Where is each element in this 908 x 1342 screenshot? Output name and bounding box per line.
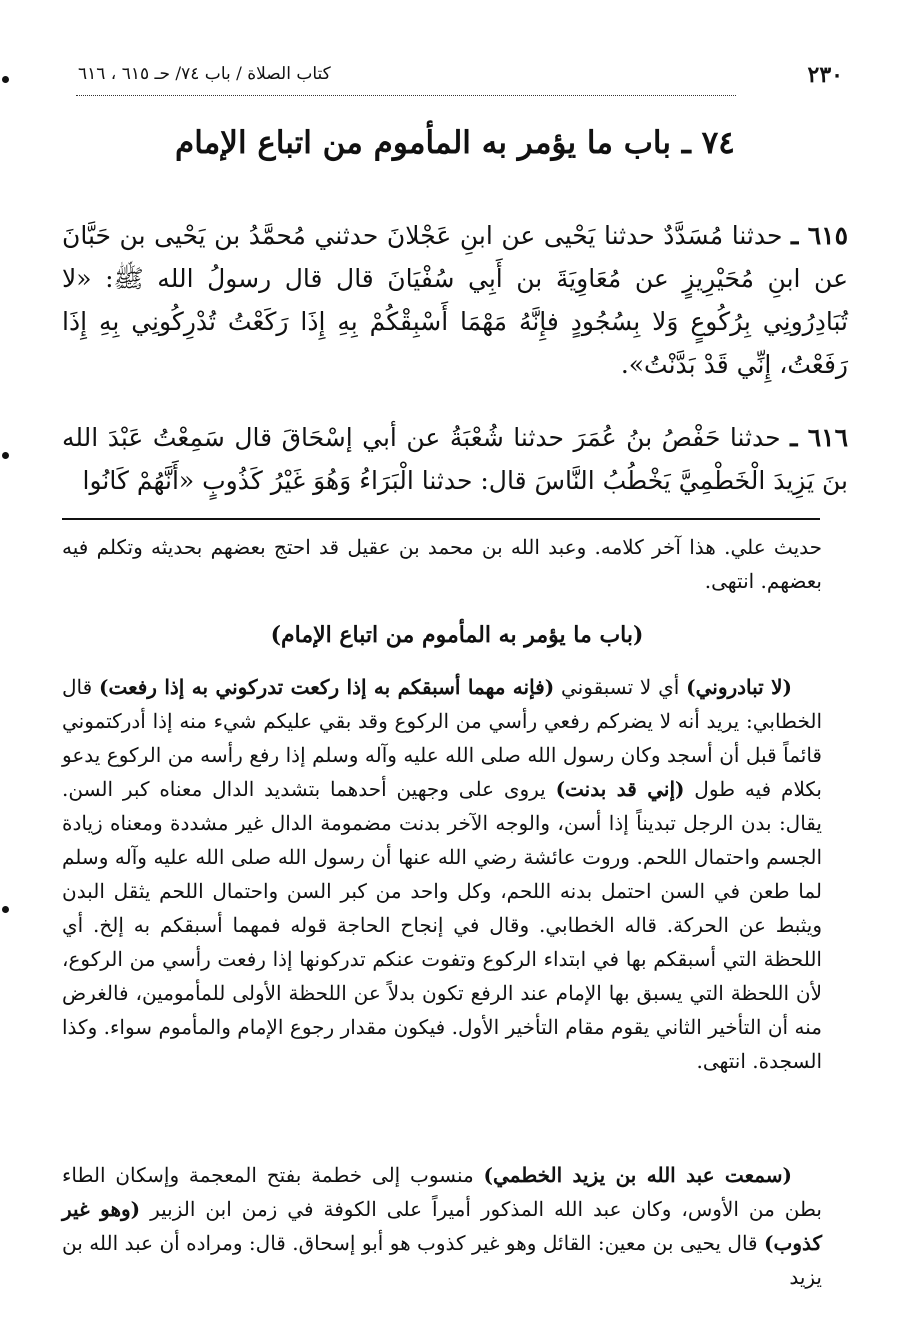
running-header [78, 62, 843, 90]
margin-mark [2, 452, 9, 459]
commentary-paragraph [62, 1158, 822, 1294]
hadith-616 [62, 416, 848, 502]
commentary-carryover: حديث علي. هذا آخر كلامه. وعبد الله بن محمد بن عقيل قد احتج بعضهم بحديثه وتكلم فيه بعضهم. انتهى. [62, 535, 822, 593]
quoted-phrase: (سمعت عبد الله بن يزيد الخطمي) [483, 1163, 793, 1187]
commentary-chapter-heading: (باب ما يؤمر به المأموم من اتباع الإمام) [270, 622, 644, 648]
commentary-text: منسوب إلى خطمة بفتح المعجمة وإسكان الطاء بطن من الأوس، وكان عبد الله المذكور أميراً على الكوفة في زمن ابن الزبير [62, 1163, 823, 1221]
margin-mark [2, 76, 9, 83]
margin-mark [2, 906, 9, 913]
hadith-number: ٦١٦ ـ [790, 423, 849, 452]
quoted-phrase: (إني قد بدنت) [555, 777, 685, 801]
quoted-phrase: (لا تبادروني) [686, 675, 793, 699]
commentary-text: يروى على وجهين أحدهما بتشديد الدال معناه كبر السن. يقال: بدن الرجل تبديناً إذا أسن، والوجه الآخر بدنت مضمومة الدال غير مشددة ومعناه زيادة الجسم واحتمال اللحم. وروت عائشة رضي الله عنها أن رسول الله صلى الله عليه وآله وسلم لما طعن في السن احتمل بدنه اللحم، وكل واحد من كبر السن واحتمال اللحم يثقل البدن ويثبط عن الحركة. قاله الخطابي. وقال في إنجاح الحاجة قوله فمهما أسبقكم به إلخ. أي اللحظة التي أسبقكم بها في ابتداء الركوع وتفوت عنكم تدركونها إذا رفعت رأسي من الركوع، لأن اللحظة التي يسبق بها الإمام عند الرفع تكون بدلاً عن اللحظة الأولى للمأمومين، فالغرض منه أن التأخير الثاني يقوم مقام التأخير الأول. فيكون مقدار رجوع الإمام والمأموم سواء. وكذا السجدة. انتهى. [62, 777, 822, 1073]
hadith-615 [62, 214, 848, 386]
chapter-title: ٧٤ ـ باب ما يؤمر به المأموم من اتباع الإمام [175, 125, 735, 161]
book-chapter-reference: كتاب الصلاة / باب ٧٤/ حـ ٦١٥ ، ٦١٦ [78, 64, 331, 84]
page-number: ٢٣٠ [807, 62, 843, 88]
quoted-phrase: (وهو غير كذوب) [62, 1197, 822, 1255]
commentary-text: قال يحيى بن معين: القائل وهو غير كذوب هو أبو إسحاق. قال: ومراده أن عبد الله بن يزيد [62, 1231, 822, 1289]
hadith-number: ٦١٥ ـ [791, 221, 849, 250]
hadith-text: حدثنا حَفْصُ بنُ عُمَرَ حدثنا شُعْبَةُ عن أبي إسْحَاقَ قال سَمِعْتُ عَبْدَ الله بنَ يَزِيدَ الْخَطْمِيَّ يَخْطُبُ النَّاسَ قال: حدثنا الْبَرَاءُ وَهُوَ غَيْرُ كَذُوبٍ «أَنَّهُمْ كَانُوا [62, 423, 848, 495]
header-divider [76, 95, 736, 96]
commentary-text: أي لا تسبقوني [554, 675, 687, 699]
commentary-paragraph [62, 670, 822, 1078]
quoted-phrase: (فإنه مهما أسبقكم به إذا ركعت تدركوني به إذا رفعت) [98, 675, 555, 699]
commentary-divider [62, 518, 820, 520]
commentary-text: قال الخطابي: يريد أنه لا يضركم رفعي رأسي من الركوع وقد بقي عليكم شيء منه إذا أدركتموني قائماً قبل أن أسجد وكان رسول الله صلى الله عليه وآله وسلم إذا رفع رأسه من الركوع يدعو بكلام فيه طول [62, 675, 822, 801]
hadith-text: حدثنا مُسَدَّدٌ حدثنا يَحْيى عن ابنِ عَجْلانَ حدثني مُحمَّدُ بن يَحْيى بن حَبَّانَ عن ابنِ مُحَيْرِيزٍ عن مُعَاوِيَةَ بن أَبِي سُفْيَانَ قال قال رسولُ الله ﷺ: «لا تُبَادِرُونِي بِرُكُوعٍ وَلا بِسُجُودٍ فإِنَّهُ مَهْمَا أَسْبِقْكُمْ بِهِ إِذَا رَكَعْتُ تُدْرِكُونِي بِهِ إِذَا رَفَعْتُ، إِنِّي قَدْ بَدَّنْتُ». [62, 221, 848, 379]
